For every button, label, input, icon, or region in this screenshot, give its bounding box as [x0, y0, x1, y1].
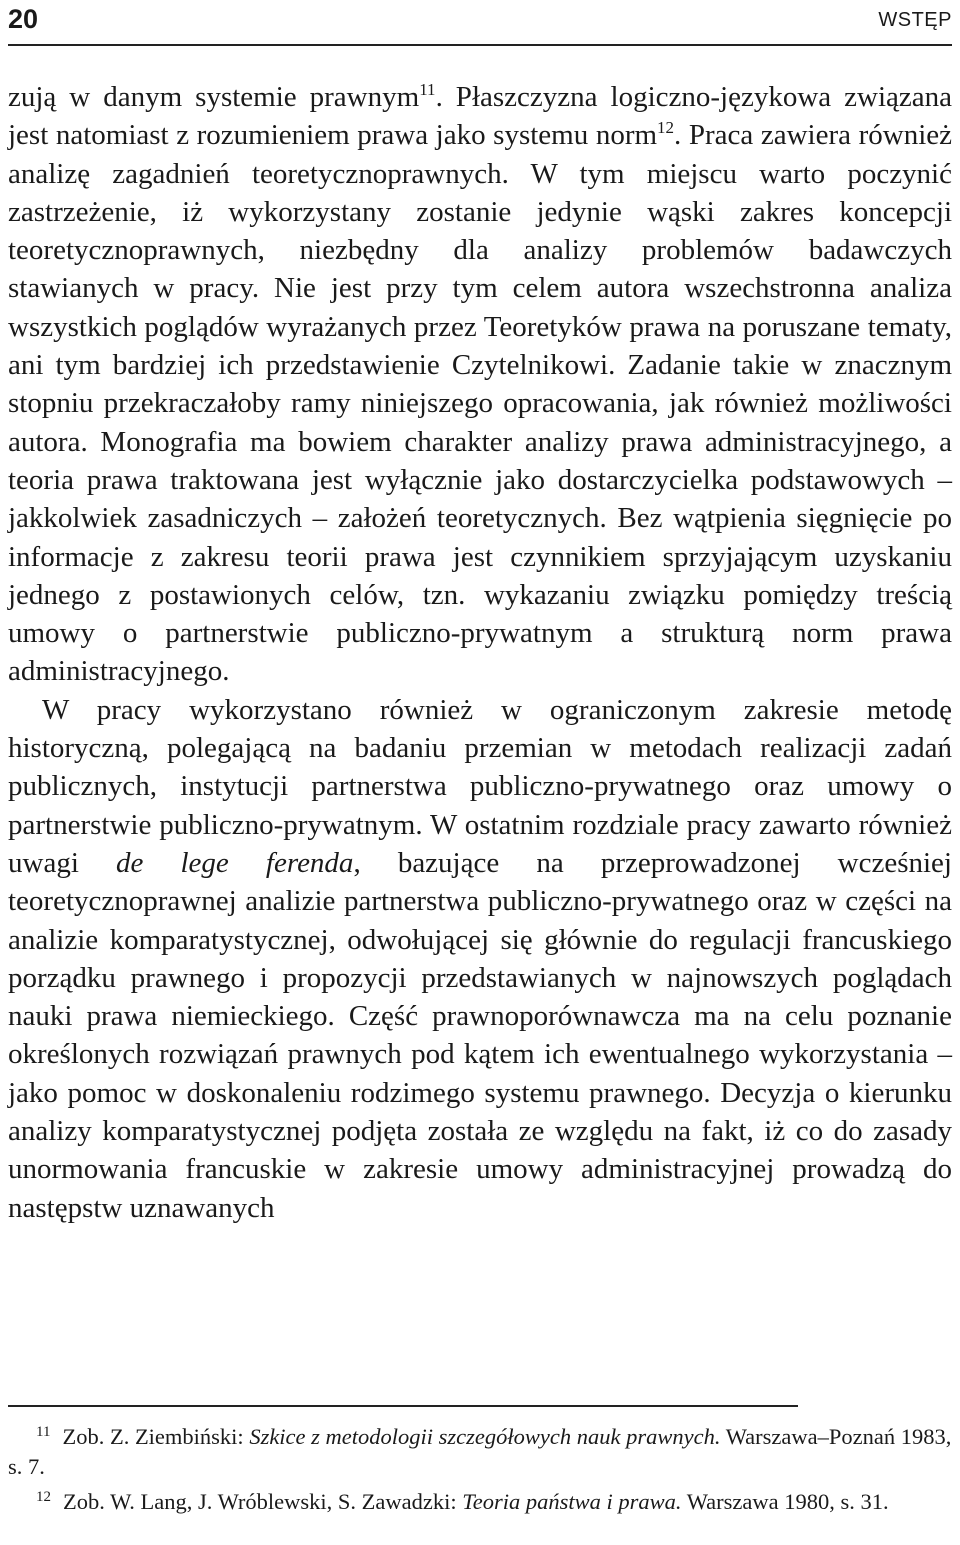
paragraph-1 — [8, 78, 952, 691]
footnote-11 — [8, 1422, 952, 1481]
paragraph-2 — [8, 691, 952, 1227]
header-divider — [8, 44, 952, 46]
footnote-number: 12 — [36, 1489, 51, 1505]
paragraph-1-text-a: zują w danym systemie prawnym — [8, 81, 420, 113]
footnote-title: Teoria państwa i prawa. — [462, 1489, 682, 1514]
footnote-text: Zob. Z. Ziembiński: — [62, 1424, 250, 1449]
footnote-title: Szkice z metodologii szczegółowych nauk prawnych. — [249, 1424, 721, 1449]
running-head: WSTĘP — [878, 9, 952, 31]
footnote-text: Zob. W. Lang, J. Wróblewski, S. Zawadzki: — [63, 1489, 463, 1514]
latin-phrase: de lege ferenda — [116, 846, 354, 879]
footnote-text: Warszawa 1980, s. 31. — [681, 1489, 889, 1514]
paragraph-2-text-a: W pracy wykorzystano również w ograniczonym zakresie metodę historyczną, polegającą na badaniu przemian w metodach realizacji zadań publicznych, instytucji partnerstwa publiczno-prywatnego oraz umowy o partnerstwie publiczno-prywatnym. W ostatnim rozdziale pracy zawarto również uwagi — [8, 693, 952, 879]
footnote-ref-11[interactable]: 11 — [419, 80, 436, 99]
paragraph-1-text-b: . Płaszczyzna logiczno-językowa związana jest natomiast z rozumieniem prawa jako systemu norm — [8, 81, 952, 152]
page-header — [8, 0, 952, 40]
footnote-12 — [8, 1487, 952, 1517]
footnote-number: 11 — [36, 1424, 51, 1440]
main-text — [8, 78, 952, 1227]
footnote-ref-12[interactable]: 12 — [657, 118, 675, 138]
paragraph-1-text-c: . Praca zawiera również analizę zagadnień teoretycznoprawnych. W tym miejscu warto poczynić zastrzeżenie, iż wykorzystany zostanie jedynie wąski zakres koncepcji teoretycznoprawnych, niezbędny dla analizy problemów badawczych stawianych w pracy. Nie jest przy tym celem autora wszechstronna analiza wszystkich poglądów wyrażanych przez Teoretyków prawa na poruszane tematy, ani tym bardziej ich przedstawienie Czytelnikowi. Zadanie takie w znacznym stopniu przekraczałoby ramy niniejszego opracowania, jak również możliwości autora. Monografia ma bowiem charakter analizy prawa administracyjnego, a teoria prawa traktowana jest wyłącznie jako dostarczycielka podstawowych – jakkolwiek zasadniczych – założeń teoretycznych. Bez wątpienia sięgnięcie po informacje z zakresu teorii prawa jest czynnikiem sprzyjającym uzyskaniu jednego z postawionych celów, tzn. wykazaniu związku pomiędzy treścią umowy o partnerstwie publiczno-prywatnym a strukturą norm prawa administracyjnego. — [8, 119, 952, 688]
page-number: 20 — [8, 4, 39, 34]
footnote-text: Warszawa–Poznań 1983, s. 7. — [8, 1424, 952, 1479]
footnotes — [8, 1422, 952, 1523]
footnote-divider — [8, 1405, 798, 1407]
paragraph-2-text-b: , bazujące na przeprowadzonej wcześniej teoretycznoprawnej analizie partnerstwa publiczno-prywatnego oraz w części na analizie komparatystycznej, odwołującej się głównie do regulacji francuskiego porządku prawnego i propozycji przedstawianych w najnowszych poglądach nauki prawa niemieckiego. Część prawnoporównawcza ma na celu poznanie określonych rozwiązań prawnych pod kątem ich ewentualnego wykorzystania – jako pomoc w doskonaleniu rodzimego systemu prawnego. Decyzja o kierunku analizy komparatystycznej podjęta została ze względu na fakt, iż co do zasady unormowania francuskie w zakresie umowy administracyjnej prowadzą do następstw uznawanych — [8, 846, 952, 1224]
